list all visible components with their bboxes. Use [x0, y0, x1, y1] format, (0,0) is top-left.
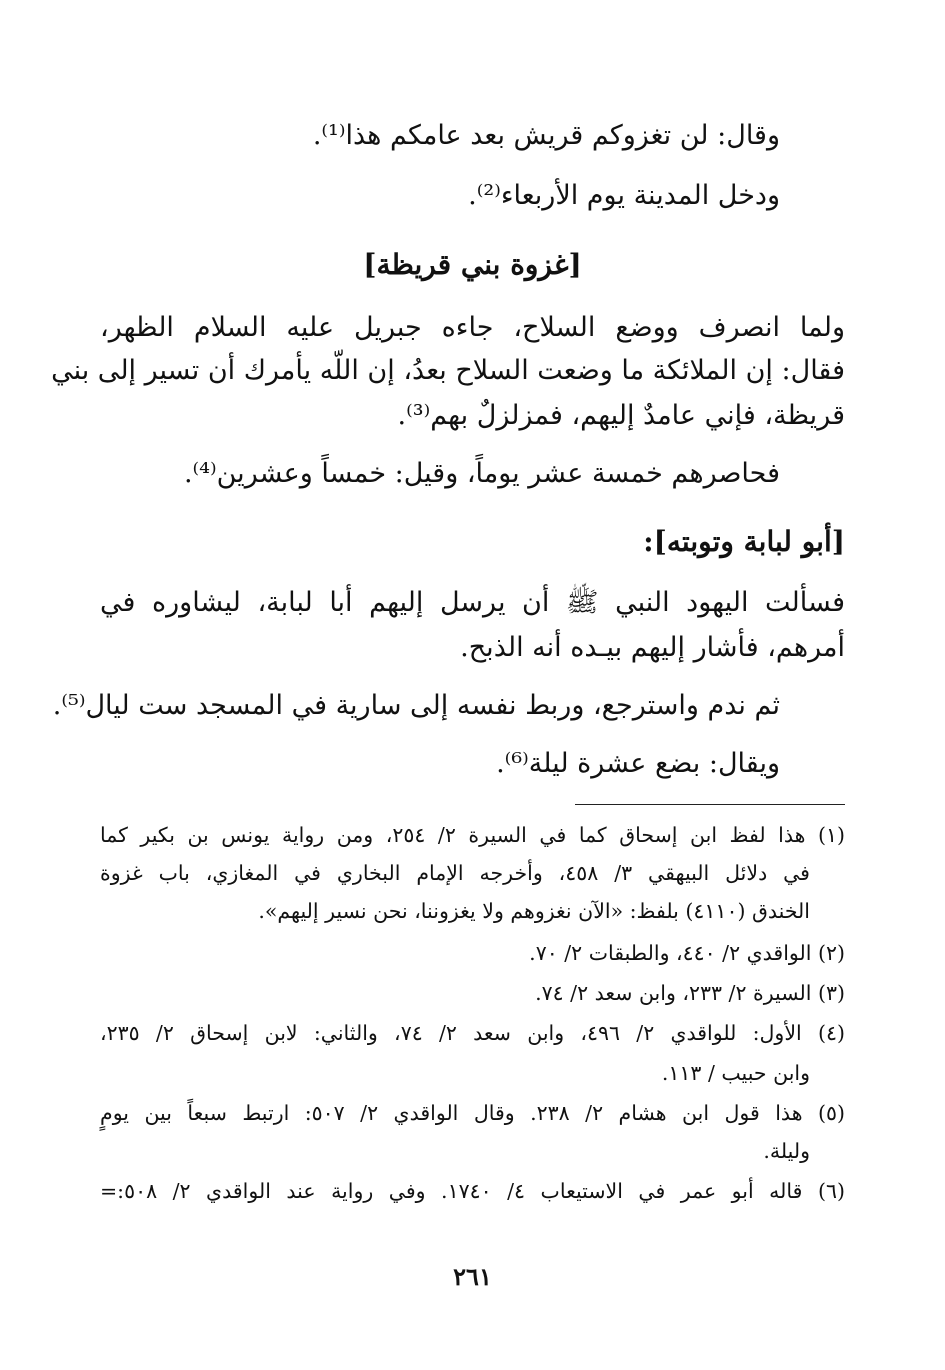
footnote-line: في دلائل البيهقي ٣/ ٤٥٨، وأخرجه الإمام البخاري في المغازي، باب غزوة [100, 861, 810, 885]
section-heading: [أبو لبابة وتوبته]: [643, 525, 845, 558]
footnote-line: الخندق (٤١١٠) بلفظ: «الآن نغزوهم ولا يغزوننا، نحن نسير إليهم». [258, 899, 810, 923]
paragraph-line: فقال: إن الملائكة ما وضعت السلاح بعدُ، إن اللّه يأمرك أن تسير إلى بني [51, 355, 845, 386]
page-number: ٢٦١ [453, 1262, 492, 1291]
footnote-line: (٢) الواقدي ٢/ ٤٤٠، والطبقات ٢/ ٧٠. [529, 941, 845, 965]
footnote-line: (٦) قاله أبو عمر في الاستيعاب ٤/ ١٧٤٠. وفي رواية عند الواقدي ٢/ ٥٠٨:= [100, 1179, 845, 1203]
footnote-line: (٤) الأول: للواقدي ٢/ ٤٩٦، وابن سعد ٢/ ٧٤، والثاني: لابن إسحاق ٢/ ٢٣٥، [100, 1021, 845, 1045]
section-heading: [غزوة بني قريظة] [363, 248, 582, 281]
paragraph-line: ولما انصرف ووضع السلاح، جاءه جبريل عليه السلام الظهر، [100, 312, 845, 343]
paragraph-line: قريظة، فإني عامدٌ إليهم، فمزلزلٌ بهم⁽³⁾. [397, 400, 845, 431]
paragraph-line: ويقال: بضع عشرة ليلة⁽⁶⁾. [496, 748, 780, 779]
paragraph-line: أمرهم، فأشار إليهم بيـده أنه الذبح. [460, 632, 845, 663]
footnote-line: (٣) السيرة ٢/ ٢٣٣، وابن سعد ٢/ ٧٤. [535, 981, 845, 1005]
paragraph-line: ثم ندم واسترجع، وربط نفسه إلى سارية في المسجد ست ليال⁽⁵⁾. [52, 690, 780, 721]
paragraph-line: ودخل المدينة يوم الأربعاء⁽²⁾. [468, 180, 780, 211]
paragraph-line: فحاصرهم خمسة عشر يوماً، وقيل: خمساً وعشرين⁽⁴⁾. [183, 458, 780, 489]
footnote-line: وليلة. [763, 1139, 810, 1163]
paragraph-line: وقال: لن تغزوكم قريش بعد عامكم هذا⁽¹⁾. [312, 120, 780, 151]
footnote-separator [575, 804, 845, 805]
paragraph-line: فسألت اليهود النبي ﷺ أن يرسل إليهم أبا لبابة، ليشاوره في [100, 587, 845, 618]
footnote-line: وابن حبيب / ١١٣. [661, 1061, 810, 1085]
footnote-line: (٥) هذا قول ابن هشام ٢/ ٢٣٨. وقال الواقدي ٢/ ٥٠٧: ارتبط سبعاً بين يومٍ [100, 1101, 845, 1125]
footnote-line: (١) هذا لفظ ابن إسحاق كما في السيرة ٢/ ٢٥٤، ومن رواية يونس بن بكير كما [100, 823, 845, 847]
